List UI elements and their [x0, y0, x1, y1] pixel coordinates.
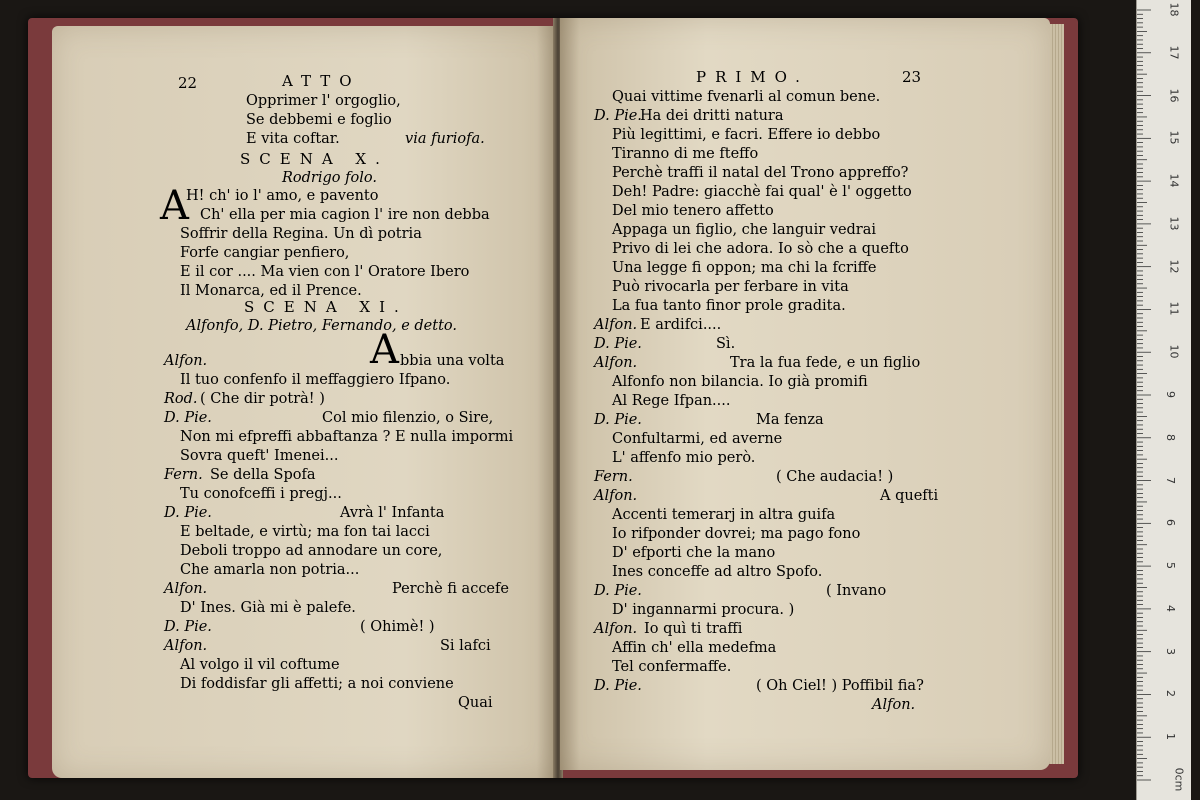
speaker-label: Fern.: [594, 469, 633, 485]
speaker-label: Alfon.: [164, 353, 208, 369]
text-line: Accenti temerarj in altra guifa: [612, 507, 836, 523]
right-page-number: 23: [902, 68, 922, 86]
ruler-number: 12: [1167, 259, 1181, 274]
speaker-label: D. Pie.: [594, 412, 642, 428]
text-line: ( Che dir potrà! ): [200, 391, 325, 407]
text-line: Deboli troppo ad annodare un core,: [180, 543, 443, 559]
speaker-label: D. Pie.: [594, 678, 642, 694]
text-line: Del mio tenero affetto: [612, 203, 774, 219]
text-line: Il tuo confenfo il meffaggiero Ifpano.: [180, 372, 451, 388]
text-line: Il Monarca, ed il Prence.: [180, 283, 362, 299]
ruler-ticks: [1137, 0, 1191, 800]
text-line: D' ingannarmi procura. ): [612, 602, 795, 618]
text-line: Può rivocarla per ferbare in vita: [612, 279, 849, 295]
text-line: Confultarmi, ed averne: [612, 431, 783, 447]
text-line: Sì.: [716, 336, 736, 352]
drop-cap: A: [160, 183, 189, 229]
text-line: Se della Spofa: [210, 467, 316, 483]
speaker-label: D. Pie.: [164, 410, 212, 426]
speaker-label: Alfon.: [164, 638, 208, 654]
text-line: E ardifci....: [640, 317, 722, 333]
text-line: D' efporti che la mano: [612, 545, 776, 561]
text-line: Tiranno di me fteffo: [612, 146, 759, 162]
text-line: Al Rege Ifpan....: [612, 393, 731, 409]
text-line: Che amarla non potria...: [180, 562, 360, 578]
ruler-number: 2: [1164, 690, 1177, 698]
text-line: Avrà l' Infanta: [340, 505, 445, 521]
text-line: Una legge fi oppon; ma chi la fcriffe: [612, 260, 877, 276]
ruler-number: 14: [1167, 173, 1181, 188]
ruler-number: 7: [1164, 476, 1177, 484]
speaker-label: Fern.: [164, 467, 203, 483]
text-line: Io quì ti traffi: [644, 621, 743, 637]
text-line: Quai vittime fvenarli al comun bene.: [612, 89, 881, 105]
ruler-number: 6: [1164, 519, 1177, 527]
text-line: Si lafci: [440, 638, 491, 654]
text-line: L' affenfo mio però.: [612, 450, 756, 466]
speaker-label: Rod.: [164, 391, 198, 407]
ruler-number: 1: [1164, 733, 1177, 741]
ruler-number: 0cm: [1172, 767, 1186, 792]
text-line: ( Ohimè! ): [360, 619, 435, 635]
text-line: Di foddisfar gli affetti; a noi conviene: [180, 676, 454, 692]
ruler-number: 13: [1167, 216, 1181, 231]
text-line: Appaga un figlio, che languir vedrai: [612, 222, 877, 238]
text-line: Affin ch' ella medefma: [612, 640, 777, 656]
ruler-number: 8: [1164, 433, 1177, 441]
left-page-header: ATTO: [282, 72, 361, 90]
ruler-number: 18: [1167, 2, 1181, 17]
character-line: Alfonfo, D. Pietro, Fernando, e detto.: [186, 318, 457, 334]
text-line: Ch' ella per mia cagion l' ire non debba: [200, 207, 490, 223]
ruler-number: 16: [1167, 88, 1181, 103]
text-line: Non mi efpreffi abbaftanza ? E nulla impormi: [180, 429, 514, 445]
text-line: Privo di lei che adora. Io sò che a quefto: [612, 241, 909, 257]
ruler-number: 10: [1167, 344, 1181, 359]
catchword: Quai: [458, 695, 493, 711]
text-line: E vita coftar.: [246, 131, 340, 147]
text-line: Io rifponder dovrei; ma pago fono: [612, 526, 861, 542]
text-line: ( Oh Ciel! ) Poffibil fia?: [756, 678, 924, 694]
ruler-number: 17: [1167, 45, 1181, 60]
text-line: H! ch' io l' amo, e pavento: [186, 188, 379, 204]
text-line: Ines conceffe ad altro Spofo.: [612, 564, 823, 580]
scene-heading: SCENA X.: [240, 150, 389, 168]
text-line: Sovra queft' Imenei...: [180, 448, 339, 464]
measurement-ruler: [1136, 0, 1191, 800]
character-line: Rodrigo folo.: [282, 170, 377, 186]
speaker-label: Alfon.: [594, 621, 638, 637]
drop-cap: A: [370, 327, 399, 373]
text-line: Ma fenza: [756, 412, 824, 428]
stage-direction: via furiofa.: [405, 131, 485, 147]
text-line: Tra la fua fede, e un figlio: [730, 355, 921, 371]
speaker-label: D. Pie.: [164, 619, 212, 635]
speaker-label: Alfon.: [594, 355, 638, 371]
text-line: Perchè traffi il natal del Trono appreffo?: [612, 165, 909, 181]
text-line: Forfe cangiar penfiero,: [180, 245, 350, 261]
speaker-label: Alfon.: [594, 488, 638, 504]
text-line: Alfonfo non bilancia. Io già promifi: [612, 374, 868, 390]
text-line: Deh! Padre: giacchè fai qual' è l' oggetto: [612, 184, 912, 200]
catchword: Alfon.: [872, 697, 916, 713]
text-line: Tel confermaffe.: [612, 659, 732, 675]
text-line: Perchè fi accefe: [392, 581, 509, 597]
text-line: Opprimer l' orgoglio,: [246, 93, 401, 109]
text-line: Al volgo il vil coftume: [180, 657, 340, 673]
text-line: Ha dei dritti natura: [640, 108, 784, 124]
ruler-number: 5: [1164, 562, 1177, 570]
right-page-header: PRIMO.: [696, 68, 809, 86]
text-line: D' Ines. Già mi è palefe.: [180, 600, 356, 616]
left-page-number: 22: [178, 74, 198, 92]
text-line: ( Che audacia! ): [776, 469, 894, 485]
ruler-number: 15: [1167, 130, 1181, 145]
speaker-label: D. Pie.: [594, 583, 642, 599]
text-line: E il cor .... Ma vien con l' Oratore Ibero: [180, 264, 470, 280]
text-line: bbia una volta: [400, 353, 505, 369]
text-line: Col mio filenzio, o Sire,: [322, 410, 494, 426]
speaker-label: Alfon.: [164, 581, 208, 597]
ruler-number: 11: [1167, 301, 1181, 316]
speaker-label: Alfon.: [594, 317, 638, 333]
text-line: Tu conofceffi i pregj...: [180, 486, 342, 502]
text-line: Se debbemi e foglio: [246, 112, 392, 128]
text-line: ( Invano: [826, 583, 887, 599]
ruler-number: 9: [1164, 391, 1177, 398]
scene-heading: SCENA XI.: [244, 298, 408, 316]
speaker-label: D. Pie.: [164, 505, 212, 521]
text-line: E beltade, e virtù; ma fon tai lacci: [180, 524, 430, 540]
text-line: A quefti: [880, 488, 939, 504]
ruler-number: 4: [1164, 604, 1177, 612]
ruler-number: 3: [1164, 647, 1177, 655]
text-line: Più legittimi, e facri. Effere io debbo: [612, 127, 881, 143]
speaker-label: D. Pie.: [594, 108, 642, 124]
speaker-label: D. Pie.: [594, 336, 642, 352]
text-line: Soffrir della Regina. Un dì potria: [180, 226, 422, 242]
text-line: La fua tanto finor prole gradita.: [612, 298, 846, 314]
